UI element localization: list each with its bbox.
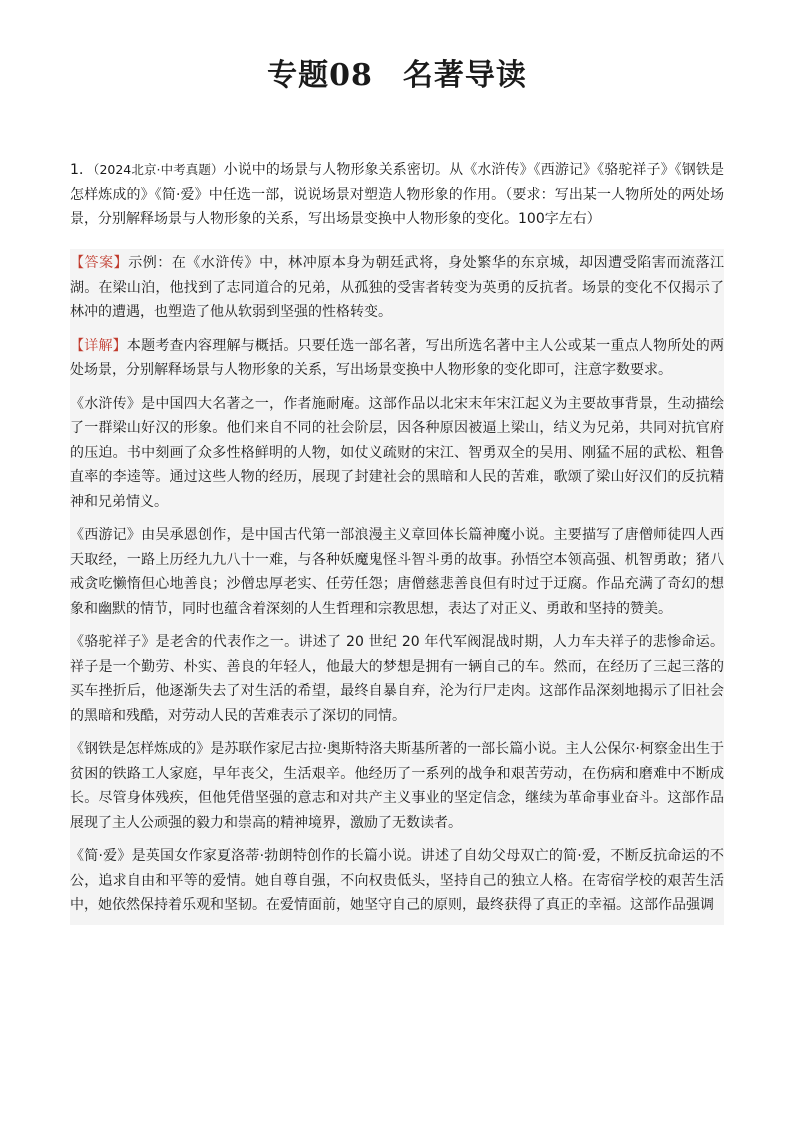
book-intro-jianai: 《简·爱》是英国女作家夏洛蒂·勃朗特创作的长篇小说。讲述了自幼父母双亡的简·爱，不断反抗命运的不公，追求自由和平等的爱情。她自尊自强，不向权贵低头，坚持自己的独立人格。在寄宿学校的艰苦生活中，她依然保持着乐观和坚韧。在爱情面前，她坚守自己的原则，最终获得了真正的幸福。这部作品强调 (70, 848, 724, 913)
title-topic-number: 专题08 (267, 58, 373, 93)
book-intro-luotuo: 《骆驼祥子》是老舍的代表作之一。讲述了 20 世纪 20 年代军阀混战时期，人力车夫祥子的悲惨命运。祥子是一个勤劳、朴实、善良的年轻人，他最大的梦想是拥有一辆自己的车。然而，在经历了三起三落的买车挫折后，他逐渐失去了对生活的希望，最终自暴自弃，沦为行尸走肉。这部作品深刻地揭示了旧社会的黑暗和残酷，对劳动人民的苦难表示了深切的同情。 (70, 634, 724, 724)
book-intro-gangtie: 《钢铁是怎样炼成的》是苏联作家尼古拉·奥斯特洛夫斯基所著的一部长篇小说。主人公保尔·柯察金出生于贫困的铁路工人家庭，早年丧父，生活艰辛。他经历了一系列的战争和艰苦劳动，在伤病和磨难中不断成长。尽管身体残疾，但他凭借坚强的意志和对共产主义事业的坚定信念，继续为革命事业奋斗。这部作品展现了主人公顽强的毅力和崇高的精神境界，激励了无数读者。 (70, 741, 724, 831)
answer-tag: 【答案】 (70, 255, 129, 271)
detail-text: 本题考查内容理解与概括。只要任选一部名著，写出所选名著中主人公或某一重点人物所处的两处场景，分别解释场景与人物形象的关系，写出场景变换中人物形象的变化即可，注意字数要求。 (70, 337, 724, 378)
title-topic-name: 名著导读 (402, 58, 527, 93)
book-intro-xiyou: 《西游记》由吴承恩创作，是中国古代第一部浪漫主义章回体长篇神魔小说。主要描写了唐僧师徒四人西天取经，一路上历经九九八十一难，与各种妖魔鬼怪斗智斗勇的故事。孙悟空本领高强、机智勇敢；猪八戒贪吃懒惰但心地善良；沙僧忠厚老实、任劳任怨；唐僧慈悲善良但有时过于迂腐。作品充满了奇幻的想象和幽默的情节，同时也蕴含着深刻的人生哲理和宗教思想，表达了对正义、勇敢和坚持的赞美。 (70, 527, 724, 617)
detail-tag: 【详解】 (70, 337, 127, 354)
question-source: （2024北京·中考真题） (93, 162, 224, 177)
question-text: 小说中的场景与人物形象关系密切。从《水浒传》《西游记》《骆驼祥子》《钢铁是怎样炼成的》《简·爱》中任选一部，说说场景对塑造人物形象的作用。（要求：写出某一人物所处的两处场景，分别解释场景与人物形象的关系，写出场景变换中人物形象的变化。100字左右） (70, 162, 724, 227)
page-title (0, 50, 794, 94)
answer-paragraph (70, 249, 724, 327)
answer-section (70, 249, 724, 925)
detail-paragraph (70, 332, 724, 385)
book-intro-shuihu: 《水浒传》是中国四大名著之一，作者施耐庵。这部作品以北宋末年宋江起义为主要故事背景，生动描绘了一群梁山好汉的形象。他们来自不同的社会阶层，因各种原因被逼上梁山，结义为兄弟，共同对抗官府的压迫。书中刻画了众多性格鲜明的人物，如仗义疏财的宋江、智勇双全的吴用、刚猛不屈的武松、粗鲁直率的李逵等。通过这些人物的经历，展现了封建社会的黑暗和人民的苦难，歌颂了梁山好汉们的反抗精神和兄弟情义。 (70, 395, 724, 510)
question-number: 1． (70, 162, 94, 178)
answer-text: 示例：在《水浒传》中，林冲原本身为朝廷武将，身处繁华的东京城，却因遭受陷害而流落江湖。在梁山泊，他找到了志同道合的兄弟，从孤独的受害者转变为英勇的反抗者。场景的变化不仅揭示了林冲的遭遇，也塑造了他从软弱到坚强的性格转变。 (70, 255, 725, 320)
question-1 (70, 158, 724, 232)
